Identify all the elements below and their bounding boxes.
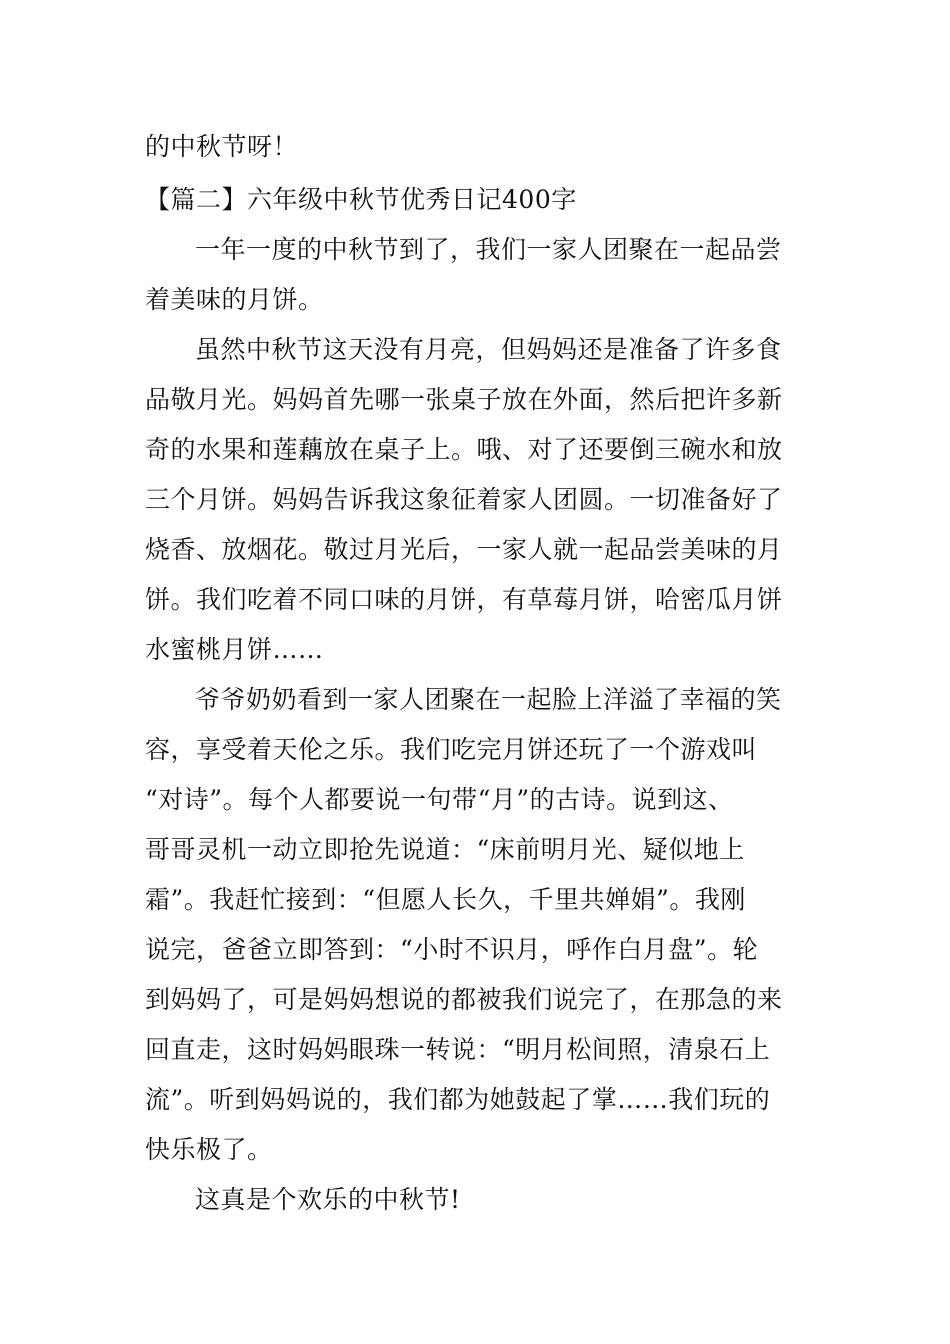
text-line: 哥哥灵机一动立即抢先说道：“床前明月光、疑似地上 <box>145 835 745 864</box>
text-line: “对诗”。每个人都要说一句带“月”的古诗。说到这、 <box>145 785 734 814</box>
text-line: 一年一度的中秋节到了，我们一家人团聚在一起品尝 <box>195 235 782 264</box>
text-line: 容，享受着天伦之乐。我们吃完月饼还玩了一个游戏叫 <box>145 735 758 764</box>
text-line: 着美味的月饼。 <box>145 285 324 314</box>
text-line: 烧香、放烟花。敬过月光后，一家人就一起品尝美味的月 <box>145 535 783 564</box>
text-line: 的中秋节呀！ <box>145 132 299 161</box>
section-heading: 【篇二】六年级中秋节优秀日记400字 <box>145 185 577 214</box>
text-line: 虽然中秋节这天没有月亮，但妈妈还是准备了许多食 <box>195 335 782 364</box>
text-line: 品敬月光。妈妈首先哪一张桌子放在外面，然后把许多新 <box>145 385 783 414</box>
text-line: 三个月饼。妈妈告诉我这象征着家人团圆。一切准备好了 <box>145 485 783 514</box>
text-line: 到妈妈了，可是妈妈想说的都被我们说完了，在那急的来 <box>145 985 783 1014</box>
text-line: 这真是个欢乐的中秋节! <box>195 1185 461 1214</box>
text-line: 饼。我们吃着不同口味的月饼，有草莓月饼，哈密瓜月饼 <box>145 585 783 614</box>
text-line: 快乐极了。 <box>145 1135 273 1164</box>
text-line: 奇的水果和莲藕放在桌子上。哦、对了还要倒三碗水和放 <box>145 435 783 464</box>
text-line: 水蜜桃月饼…… <box>145 635 324 664</box>
text-line: 说完，爸爸立即答到：“小时不识月，呼作白月盘”。轮 <box>145 935 759 964</box>
text-line: 爷爷奶奶看到一家人团聚在一起脸上洋溢了幸福的笑 <box>195 685 782 714</box>
text-line: 霜”。我赶忙接到：“但愿人长久，千里共婵娟”。我刚 <box>145 885 746 914</box>
text-line: 回直走，这时妈妈眼珠一转说：“明月松间照，清泉石上 <box>145 1035 771 1064</box>
text-line: 流”。听到妈妈说的，我们都为她鼓起了掌……我们玩的 <box>145 1085 771 1114</box>
